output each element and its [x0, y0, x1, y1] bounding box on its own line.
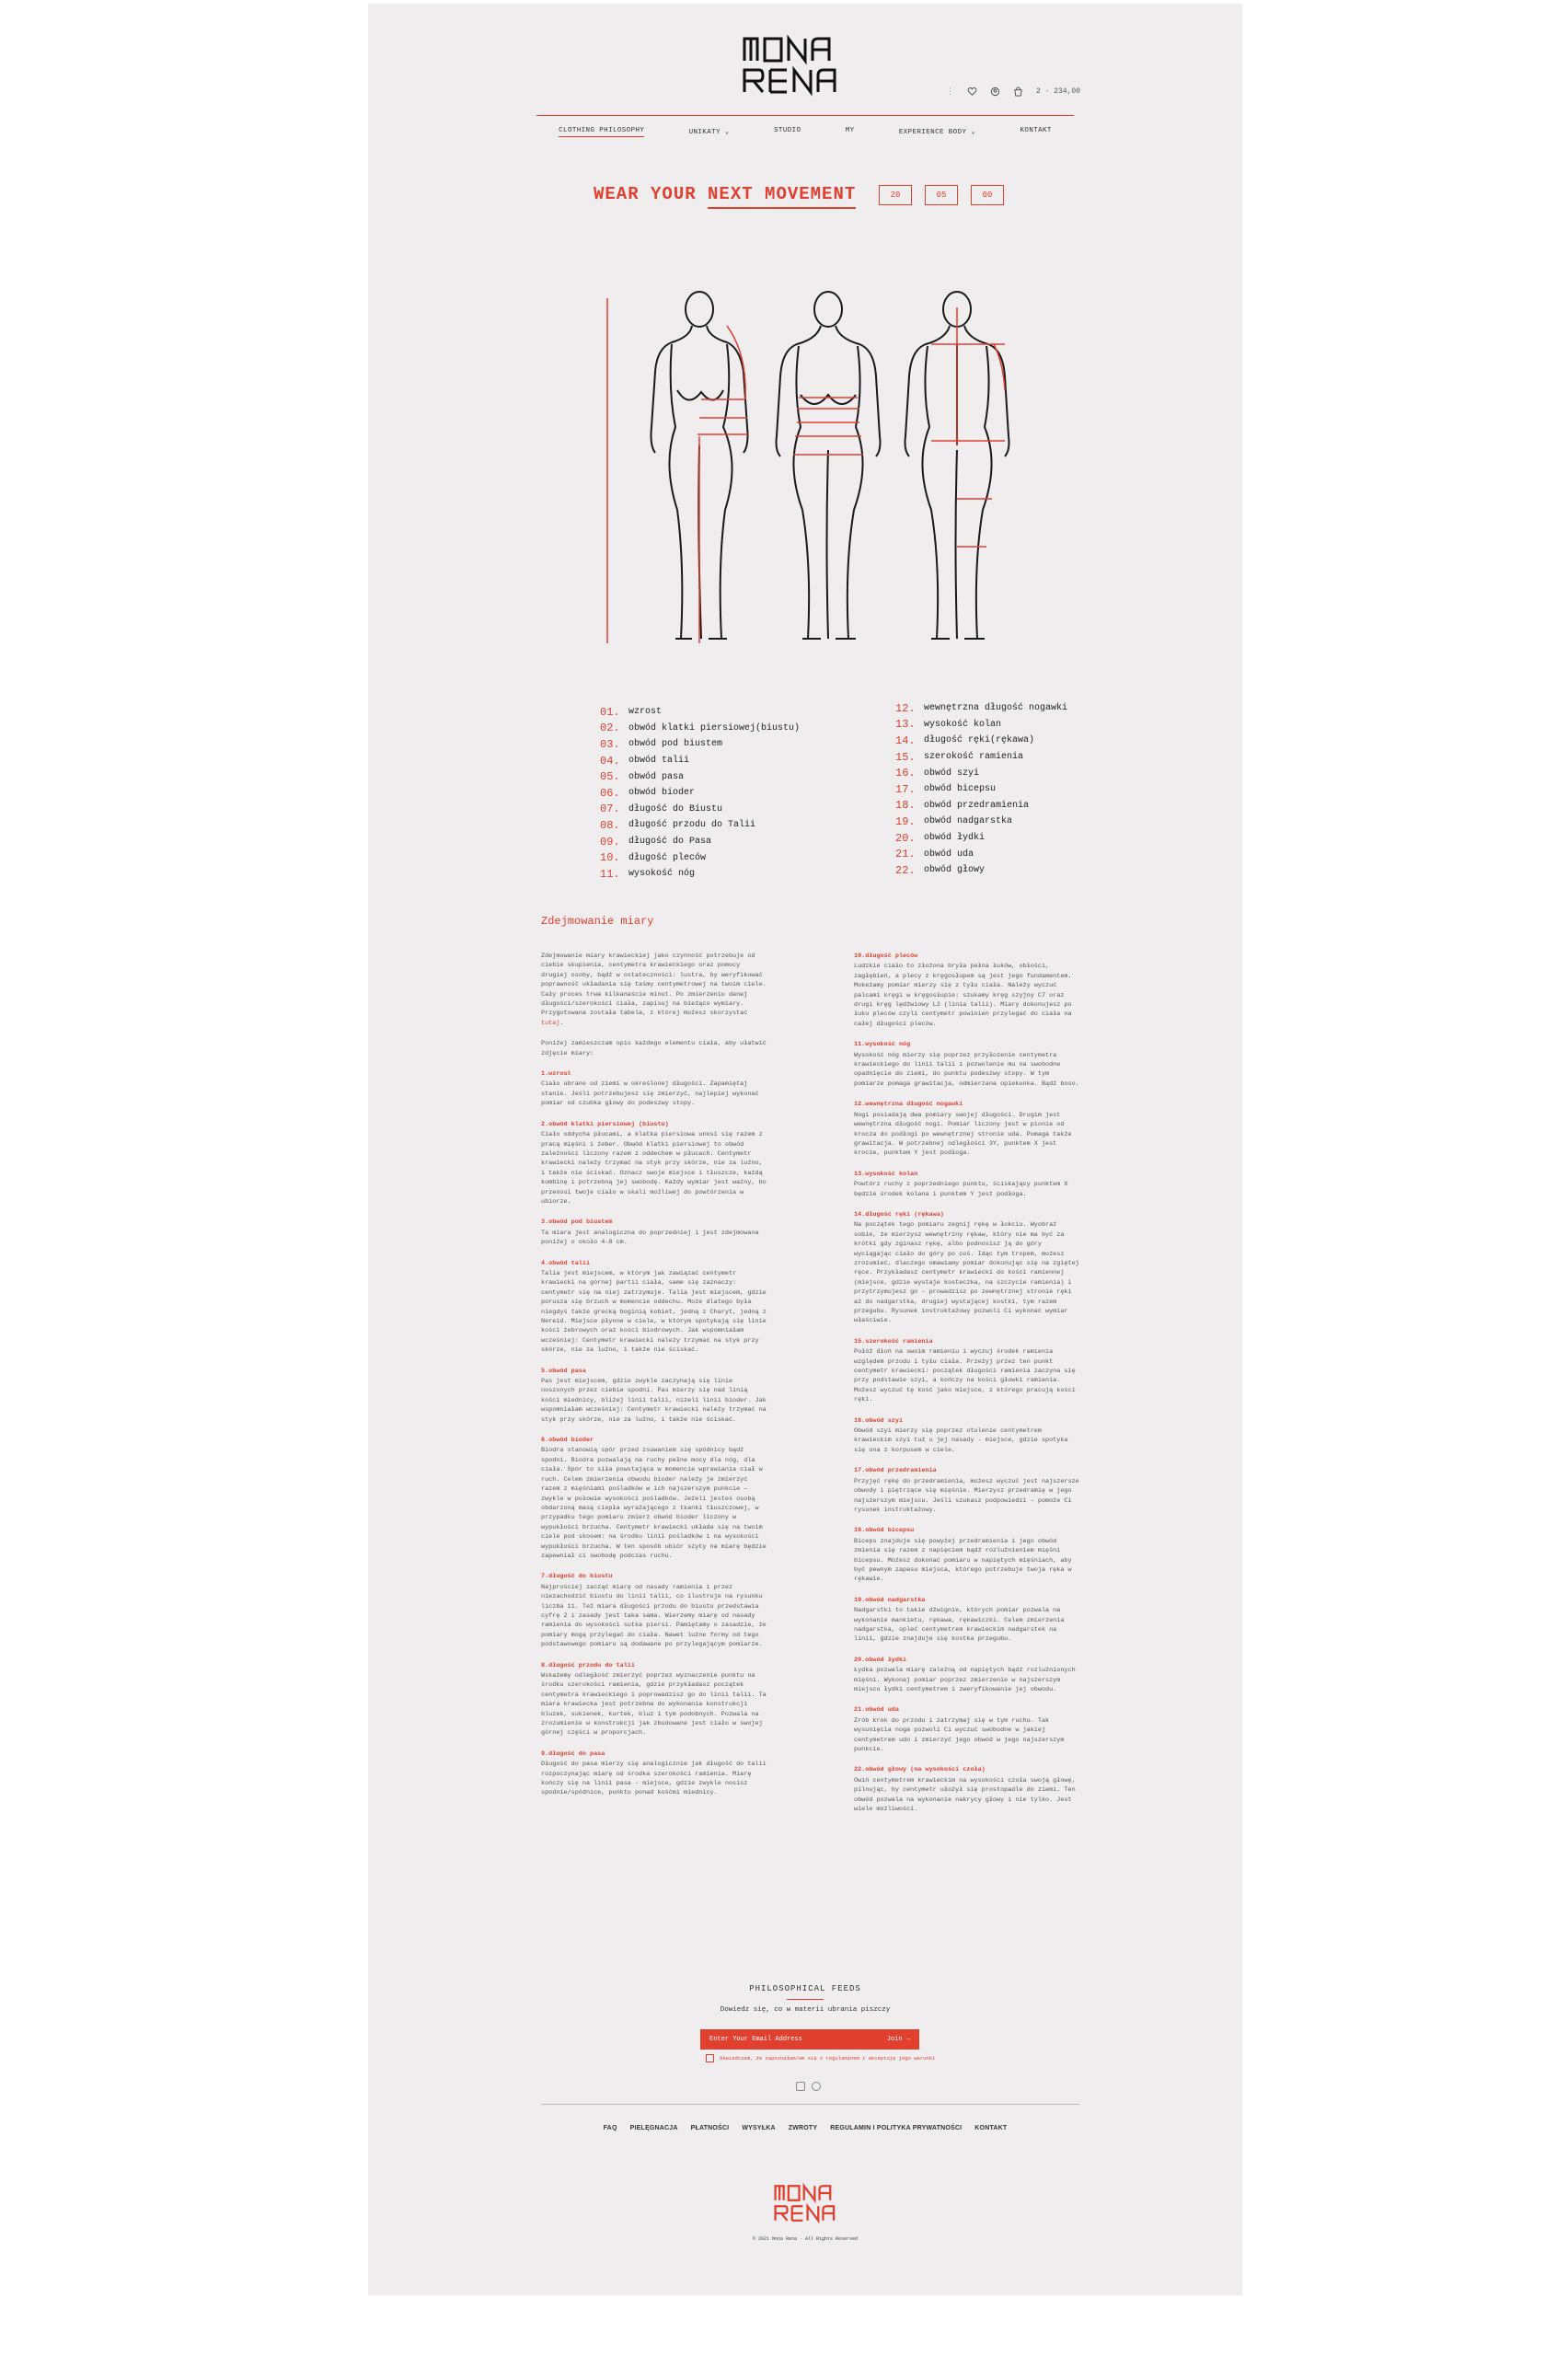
section-heading: 14.długość ręki (rękawa): [854, 1210, 944, 1218]
measurement-label: obwód przedramienia: [924, 800, 1030, 811]
section-text: Wysokość nóg mierzy się poprzez przyłożenie centymetra krawieckiego do linii talii i pozwolenie mu na swobodne opadnięcie do ziemi, do punktu podeszwy stopy. W tym pomiarze pomaga grawitacja, odmierzana opiekunka. Bądź boso.: [854, 1051, 1079, 1088]
section-text: Owiń centymetrem krawieckim na wysokości czoła swoją głowę, pilnując, by centymetr ułożył się prostopadle do ziemi. Ten obwód pozwala na wykonanie nakrycy głowy i nie tylko. Jest wiele możliwości.: [854, 1776, 1076, 1814]
article-intro-2: Poniżej zamieszczam opis każdego elementu ciała, aby ułatwić zdjęcie miary:: [541, 1040, 767, 1057]
article-section: [854, 1170, 1082, 1199]
measurement-item: [600, 849, 800, 866]
measurement-number: 17.: [895, 782, 916, 796]
section-text: Ludzkie ciało to złożona bryła pełna łuków, obłości, zagłębień, a plecy z kręgosłupem są jest jego fundamentem. Mokeżamy pomiar mierzy się z tyłu ciała. Należy wyczuć palcami kręgi w kręgosłupie: szukamy kręg szyjny C7 oraz drugi kręg lędźwiowy L2 (linia talii). Miary dokonujesz po łuku pleców czyli centymetr powinien przylegać do ciała na całej długości pleców.: [854, 963, 1072, 1028]
measurement-number: 12.: [895, 701, 916, 715]
left-sections: [541, 1069, 769, 1798]
measurement-label: obwód łydki: [924, 833, 986, 844]
measurement-label: wewnętrzna długość nogawki: [924, 703, 1068, 714]
measurement-number: 04.: [600, 754, 620, 768]
footer-link-platnosci[interactable]: PŁATNOŚCI: [690, 2125, 730, 2131]
measurement-item: [600, 785, 800, 802]
section-text: Wskażemy odległość zmierzyć poprzez wyznaczenie punktu na środku szerokości ramienia, gdzie przykładasz początek centymetra krawieckiego i poprowadzisz go do linii talii. Ta miara krawiecka jest potrzebna do wykonania konstrukcji bluzek, sukienek, kurtek, bluz i tym podobnych. Pozwala na zrozumienie w konstrukcji jak zbudowane jest ciało w swojej górnej części w proporcjach.: [541, 1672, 767, 1738]
newsletter-divider: [787, 1999, 824, 2000]
section-heading: 5.obwód pasa: [541, 1367, 586, 1375]
section-text: Długość do pasa mierzy się analogicznie jak długość do talii rozpoczynając miarę od środka szerokości ramienia. Miarę kończy się na linii pasa - miejsce, gdzie zwykle nosisz spodnie/spódnice, punktu ponad kośćmi miednicy.: [541, 1761, 767, 1797]
measurement-item: [600, 834, 800, 850]
measurement-label: obwód nadgarstka: [924, 816, 1013, 827]
measurement-number: 03.: [600, 737, 620, 751]
measurement-number: 11.: [600, 867, 620, 881]
measurement-list-left: [600, 704, 800, 883]
article-section: [541, 1367, 769, 1425]
section-text: Na początek tego pomiaru zegnij rękę w łokciu. Wyobraź sobie, że mierzysz wewnętrzny rękaw, który nie ma być za krótki gdy zginasz rękę, albo podnosisz ją do góry wyciągając ciało do góry po coś. Idąc tym tropem, możesz zrozumieć, dlaczego omawiamy pomiar dokonując się na zgiętej ręce. Przykładasz centymetr krawiecki do kości ramiennej (miejsce, gdzie wystaje kosteczka, na szczycie ramienia) i przytrzymujesz go - prowadzisz po zewnętrznej stronie ręki aż do nadgarstka, drugiej wystającej kostki, tym razem przegubu. Rysunek instruktażowy pozwoli Ci wykonać wymiar właściwie.: [854, 1221, 1079, 1325]
measurement-item: [895, 717, 1067, 733]
heart-icon[interactable]: [967, 87, 977, 97]
article-section: [541, 1120, 769, 1207]
article-section: [854, 1416, 1082, 1456]
cart-icon[interactable]: [1013, 87, 1023, 97]
newsletter-subtitle: Dowiedz się, co w materii ubrania piszczy: [720, 2006, 891, 2014]
join-button[interactable]: Join →: [886, 2036, 910, 2043]
article-section: [541, 1259, 769, 1356]
article-section: [854, 1210, 1082, 1326]
measurement-number: 19.: [895, 814, 916, 828]
nav-clothing-philosophy[interactable]: CLOTHING PHILOSOPHY: [559, 127, 644, 137]
measurement-item: [895, 749, 1067, 766]
section-heading: 13.wysokość kolan: [854, 1170, 918, 1178]
section-text: Obwód szyi mierzy się poprzez otulenie centymetrem krawieckim szyi tuż u jej nasady - miejsce, gdzie spotyka się ona z korpusem w ciele.: [854, 1427, 1068, 1454]
instagram-icon[interactable]: [796, 2082, 805, 2091]
copyright: © 2021 Mona Rena · All Rights Reserved: [752, 2236, 859, 2242]
measurement-label: wysokość kolan: [924, 719, 1002, 730]
pinterest-icon[interactable]: [812, 2082, 821, 2091]
nav-studio[interactable]: STUDIO: [774, 127, 801, 134]
section-text: Ciało oddycha płucami, a klatka piersiowa unosi się razem z pracą mięśni i żeber. Obwód klatki piersiowej to obwód zależności liczony razem z oddechem w płucach. Centymetr krawiecki należy trzymać na styk przy skórze, nie za luźno, i także nie ściskać. Oznacz swoje miejsce i tłuszcze, każdą kombinę i potrzebną jej swobodę. Każdy wymiar jest ważny, bo przenosi twoje ciało w skali możliwej do powtórzenia w ubiorze.: [541, 1131, 767, 1206]
measurement-item: [895, 798, 1067, 814]
measurement-number: 13.: [895, 718, 916, 732]
article-section: [541, 1069, 769, 1109]
section-text: Biodra stanowią spór przed zsuwaniem się spódnicy bądź spodni. Biodra pozwalają na ruchy pełne mocy dla nóg, dla ciała. Spór to siła powstająca w momencie wprawiania ciał w ruch. Celem zmierzenia obwodu bioder należy je zmierzyć razem z mięśniami pośladków w ich najszerszym punkcie — zwykle w połowie wysokości pośladków. Jeżeli jesteś osobą obdarzoną masą ciepła wyrażającego z tkanki tłuszczowej, w przypadku tego pomiaru zmierz obwód bioder liczony w wypukłości brzucha. Centymetr krawiecki układa się na twoim ciele pod skosem: na środku linii pośladków i na wysokości wypukłości brzucha. W ten sposób ubiór szyty na miarę będzie zapewniał ci swobodę podczas ruchu.: [541, 1447, 767, 1560]
search-icon[interactable]: ⋮: [945, 87, 954, 97]
article-section: [541, 1218, 769, 1247]
section-heading: 4.obwód talii: [541, 1259, 591, 1267]
right-sections: [854, 952, 1082, 1814]
measurement-item: [600, 704, 800, 721]
article-title: Zdejmowanie miary: [541, 915, 654, 928]
article-section: [854, 952, 1082, 1029]
footer-link-zwroty[interactable]: ZWROTY: [788, 2125, 818, 2131]
section-text: Ciało ubrane od ziemi w określonej długości. Zapamiętaj stanie. Jeśli potrzebujesz się zmierzyć, najlepiej wykonać pomiar od czubka głowy do podeszwy stopy.: [541, 1080, 759, 1108]
measurement-number: 16.: [895, 767, 916, 780]
article-section: [854, 1656, 1082, 1695]
measurement-number: 18.: [895, 799, 916, 813]
section-heading: 19.obwód nadgarstka: [854, 1596, 926, 1604]
table-link[interactable]: tutaj: [541, 1019, 560, 1027]
measurement-number: 15.: [895, 750, 916, 764]
measurement-number: 07.: [600, 803, 620, 816]
section-heading: 6.obwód bioder: [541, 1437, 594, 1445]
countdown-box: 20: [879, 185, 912, 205]
article-column-left: [541, 952, 769, 1809]
measurement-number: 08.: [600, 818, 620, 832]
footer-link-wysylka[interactable]: WYSYŁKA: [742, 2125, 776, 2131]
page: [368, 4, 1242, 2295]
body-measurement-illustration: [589, 289, 1067, 657]
section-heading: 9.długość do pasa: [541, 1750, 605, 1758]
article-intro: Zdejmowanie miary krawieckiej jako czynność potrzebuje od ciebie skupienia, centymetra krawieckiego oraz pomocy drugiej osoby, bądź w ostateczności: lustra, by weryfikować poprawność układania się taśmy centymetrowej na twoim ciele. Cały proces trwa kilkanaście minut. Po zmierzeniu danej długości/szerokości ciała, zapisuj na bieżąco wymiary. Przygotowana została tabela, z której możesz skorzystać tutaj.: [541, 953, 767, 1027]
footer-divider: [541, 2104, 1079, 2105]
article-section: [854, 1596, 1082, 1645]
measurement-item: [895, 765, 1067, 781]
section-heading: 11.wysokość nóg: [854, 1041, 911, 1049]
article-section: [541, 1436, 769, 1561]
section-heading: 7.długość do biustu: [541, 1573, 613, 1581]
measurement-item: [600, 802, 800, 818]
article-section: [854, 1040, 1082, 1089]
measurement-number: 02.: [600, 722, 620, 735]
hero-title: [594, 184, 856, 204]
footer-nav: [368, 2125, 1242, 2131]
main-nav: [536, 127, 1074, 137]
article-column-right: [854, 952, 1082, 1825]
footer-link-pielegnacja[interactable]: PIELĘGNACJA: [629, 2125, 678, 2131]
section-heading: 21.obwód uda: [854, 1706, 899, 1715]
measurement-label: obwód głowy: [924, 865, 986, 876]
section-text: Biceps znajduje się powyżej przedramienia i jego obwód zmienia się razem z napięciem bądź rozluźnieniem mięśni bicepsu. Możesz dokonać pomiaru w napiętych mięśniach, aby być pewnym zapasu miejsca, którego potrzebuje twoja ręka w rękawie.: [854, 1537, 1072, 1584]
section-text: Połóż dłoń na swoim ramieniu i wyczuj środek ramienia względem przodu i tyłu ciała. Przeżyj przez ten punkt centymetr krawiecki: początek długości ramienia zaczyna się przy podstawie szyi, a kończy na kości głowki ramienia. Możesz wyczuć tę kość jako miejsce, z którego pracują kości ręki.: [854, 1348, 1076, 1404]
measurement-item: [600, 768, 800, 785]
nav-kontakt[interactable]: KONTAKT: [1020, 127, 1052, 134]
section-text: Talia jest miejscem, w którym jak zawiązać centymetr krawiecki na górnej partii ciała, same się zaznaczy: centymetr się na niej zatrzymuje. Talia jest miejscem, gdzie porusza się brzuch w momencie oddechu. Może dlatego była niegdyś także grecką boginią kobiet, jedną z Charyt, jedną z Nereid. Miejsce płynne w ciele, w którym spotykają się linie kości żebrowych oraz kości biodrowych. Jak wspomniałam wcześniej: Centymetr krawiecki należy trzymać na styk przy skórze, nie za luźno, i także nie ściskać.: [541, 1269, 767, 1355]
measurement-number: 01.: [600, 705, 620, 719]
article-section: [854, 1705, 1082, 1754]
section-heading: 3.obwód pod biustem: [541, 1218, 613, 1227]
section-text: Powtórz ruchy z poprzedniego punktu, ściskający punktem X będzie środek kolana i punktem Y jest podłoga.: [854, 1181, 1068, 1198]
section-heading: 8.długość przodu do talii: [541, 1661, 635, 1669]
article-section: [854, 1526, 1082, 1584]
measurement-label: obwód pod biustem: [628, 739, 723, 750]
measurement-label: obwód pasa: [628, 771, 685, 782]
measurement-item: [895, 781, 1067, 798]
article-section: [854, 1466, 1082, 1515]
footer-logo[interactable]: [773, 2181, 837, 2225]
consent-checkbox[interactable]: [706, 2054, 714, 2062]
measurement-list-right: [895, 700, 1067, 879]
section-text: Ta miara jest analogiczna do poprzedniej i jest zdejmowana poniżej o około 4-8 cm.: [541, 1229, 759, 1247]
measurement-item: [600, 753, 800, 769]
measurement-item: [600, 817, 800, 834]
hero-title-part: WEAR YOUR: [594, 184, 709, 204]
nav-divider: [536, 115, 1074, 116]
measurement-number: 06.: [600, 786, 620, 800]
section-heading: 17.obwód przedramienia: [854, 1467, 937, 1475]
section-text: Nadgarstki to takie dźwignie, których pomiar pozwala na wykonanie mankietu, rękawa, rękawiczki. Celem zmierzenia nadgarstka, opleć centymetrem krawieckim nadgarstek na linii, gdzie znajduje się kostka przegubu.: [854, 1607, 1065, 1644]
measurement-item: [895, 814, 1067, 830]
newsletter-form: [700, 2029, 919, 2050]
email-input[interactable]: Enter Your Email Address: [709, 2036, 802, 2043]
measurement-label: obwód bicepsu: [924, 784, 997, 795]
section-text: Najprościej zacząć miarę od nasady ramienia i przez niezachodzić biustu do linii talii, co ilustruje na rysunku liczba 11. Też miara długości przodu do biustu przedstawia cyfrę 2 i zasady jest taka sama. Wierzemy miarę od nasady ramienia do wysokości sutka piersi. Pamiętamy o zasadzie, że pomiary mogą przylegać do ciała. Nawet luźne formy od tego podstawowego pomiaru są dodawane po przylegającym pomiarze.: [541, 1583, 767, 1649]
measurement-label: obwód talii: [628, 756, 690, 767]
section-heading: 20.obwód łydki: [854, 1656, 907, 1664]
section-text: Nogi posiadają dwa pomiary swojej długości. Drugim jest wewnętrzna długość nogi. Pomiar liczony jest w pionie od krocza do podłogi po wewnętrznej stronie uda. Pomaga także grawitacja. W potrzebnej odległości 3Y, punktem X jest krocze, punktem Y jest podłoga.: [854, 1111, 1072, 1158]
article-section: [854, 1765, 1082, 1814]
section-heading: 18.obwód bicepsu: [854, 1527, 915, 1535]
section-heading: 22.obwód głowy (na wysokości czoła): [854, 1766, 986, 1774]
measurement-item: [895, 733, 1067, 749]
account-icon[interactable]: [990, 87, 1000, 97]
article-section: [541, 1661, 769, 1738]
nav-experience-body[interactable]: EXPERIENCE BODY ⌄: [898, 129, 976, 136]
social-links: [796, 2082, 821, 2091]
section-heading: 1.wzrost: [541, 1070, 571, 1079]
footer-link-kontakt[interactable]: KONTAKT: [974, 2125, 1008, 2131]
countdown-box: 05: [925, 185, 958, 205]
measurement-label: długość przodu do Talii: [628, 820, 756, 831]
consent-row: [706, 2054, 935, 2062]
measurement-number: 05.: [600, 770, 620, 784]
measurement-item: [895, 830, 1067, 847]
article-section: [854, 1100, 1082, 1158]
measurement-label: długość do Pasa: [628, 837, 712, 848]
article-section: [854, 1337, 1082, 1405]
hero-title-underlined: NEXT MOVEMENT: [708, 184, 856, 209]
measurement-label: obwód szyi: [924, 768, 980, 779]
cart-total[interactable]: 2 · 234,00: [1035, 87, 1080, 96]
countdown-box: 00: [971, 185, 1004, 205]
footer-link-faq[interactable]: FAQ: [603, 2125, 617, 2131]
measurement-number: 21.: [895, 848, 916, 861]
section-text: Pas jest miejscem, gdzie zwykle zaczynają się linie noszonych przez ciebie spodni. Pas mierzy się nad linią kości miednicy, bliżej linii talii, niżeli linii bioder. Jak wspomniałam wcześniej: Centymetr krawiecki należy trzymać na styk przy skórze, nie za luźno, i także nie ściskać.: [541, 1378, 767, 1424]
measurement-number: 10.: [600, 851, 620, 865]
section-heading: 16.obwód szyi: [854, 1416, 904, 1425]
measurement-number: 14.: [895, 733, 916, 747]
measurement-label: długość ręki(rękawa): [924, 735, 1035, 746]
measurement-item: [895, 862, 1067, 879]
measurement-number: 20.: [895, 831, 916, 845]
intro-text: Zdejmowanie miary krawieckiej jako czynność potrzebuje od ciebie skupienia, centymetra krawieckiego oraz pomocy drugiej osoby, bądź w ostateczności: lustra, by weryfikować poprawność układania się taśmy centymetrowej na twoim ciele. Cały proces trwa kilkanaście minut. Po zmierzeniu danej długości/szerokości ciała, zapisuj na bieżąco wymiary. Przygotowana została tabela, z której możesz skorzystać: [541, 953, 767, 1018]
section-text: Zrób krok do przodu i zatrzymaj się w tym ruchu. Tak wysunięcia noga pozwoli Ci wyczuć swobodne w jakiej centymetrem udo i zmierzyć jego obwód w jego najszerszym punkcie.: [854, 1716, 1065, 1754]
measurement-label: wysokość nóg: [628, 869, 696, 880]
measurement-label: długość pleców: [628, 852, 707, 863]
measurement-label: szerokość ramienia: [924, 752, 1024, 763]
measurement-number: 22.: [895, 863, 916, 877]
figure-front: [777, 292, 881, 639]
measurement-label: obwód klatki piersiowej(biustu): [628, 722, 801, 733]
newsletter-title: PHILOSOPHICAL FEEDS: [749, 1984, 861, 1993]
measurement-label: długość do Biustu: [628, 803, 723, 814]
consent-label: Oświadczam, że zapoznałam/em się z regulaminem i akceptuję jego warunki: [720, 2055, 936, 2062]
section-heading: 10.długość pleców: [854, 953, 918, 960]
section-heading: 15.szerokość ramienia: [854, 1337, 933, 1345]
nav-unikaty[interactable]: UNIKATY ⌄: [688, 129, 730, 136]
measurement-item: [895, 700, 1067, 717]
section-text: Przyjęć rękę do przedramienia, możesz wyczuć jest najszersze obwody i piętrzące się mięśnie. Mierzysz przedramię w jego najszerszym miejscu. Jeśli szukasz podpowiedzi - pomoże Ci rysunek instruktażowy.: [854, 1477, 1079, 1514]
measurement-item: [895, 846, 1067, 862]
countdown: [879, 185, 1004, 205]
measurement-label: obwód uda: [924, 849, 974, 860]
nav-my[interactable]: MY: [845, 127, 855, 134]
section-heading: 12.wewnętrzna długość nogawki: [854, 1101, 963, 1109]
measurement-item: [600, 736, 800, 753]
measurement-label: wzrost: [628, 707, 663, 718]
measurement-label: obwód bioder: [628, 788, 696, 799]
footer-link-regulamin[interactable]: REGULAMIN I POLITYKA PRYWATNOŚCI: [830, 2125, 963, 2131]
mona-rena-logo[interactable]: [741, 33, 840, 98]
article-section: [541, 1750, 769, 1798]
article-section: [541, 1572, 769, 1649]
section-text: Łydka pozwala miarę zależną od napiętych bądź rozluźnionych mięśni. Wykonaj pomiar poprzez zmierzenie w najszerszym miejscu łydki centymetrem i zweryfikowanie jej obwodu.: [854, 1667, 1076, 1693]
header-icons: [946, 87, 1080, 97]
measurement-number: 09.: [600, 835, 620, 849]
measurement-item: [600, 721, 800, 737]
section-heading: 2.obwód klatki piersiowej (biustu): [541, 1120, 669, 1128]
measurement-item: [600, 866, 800, 883]
